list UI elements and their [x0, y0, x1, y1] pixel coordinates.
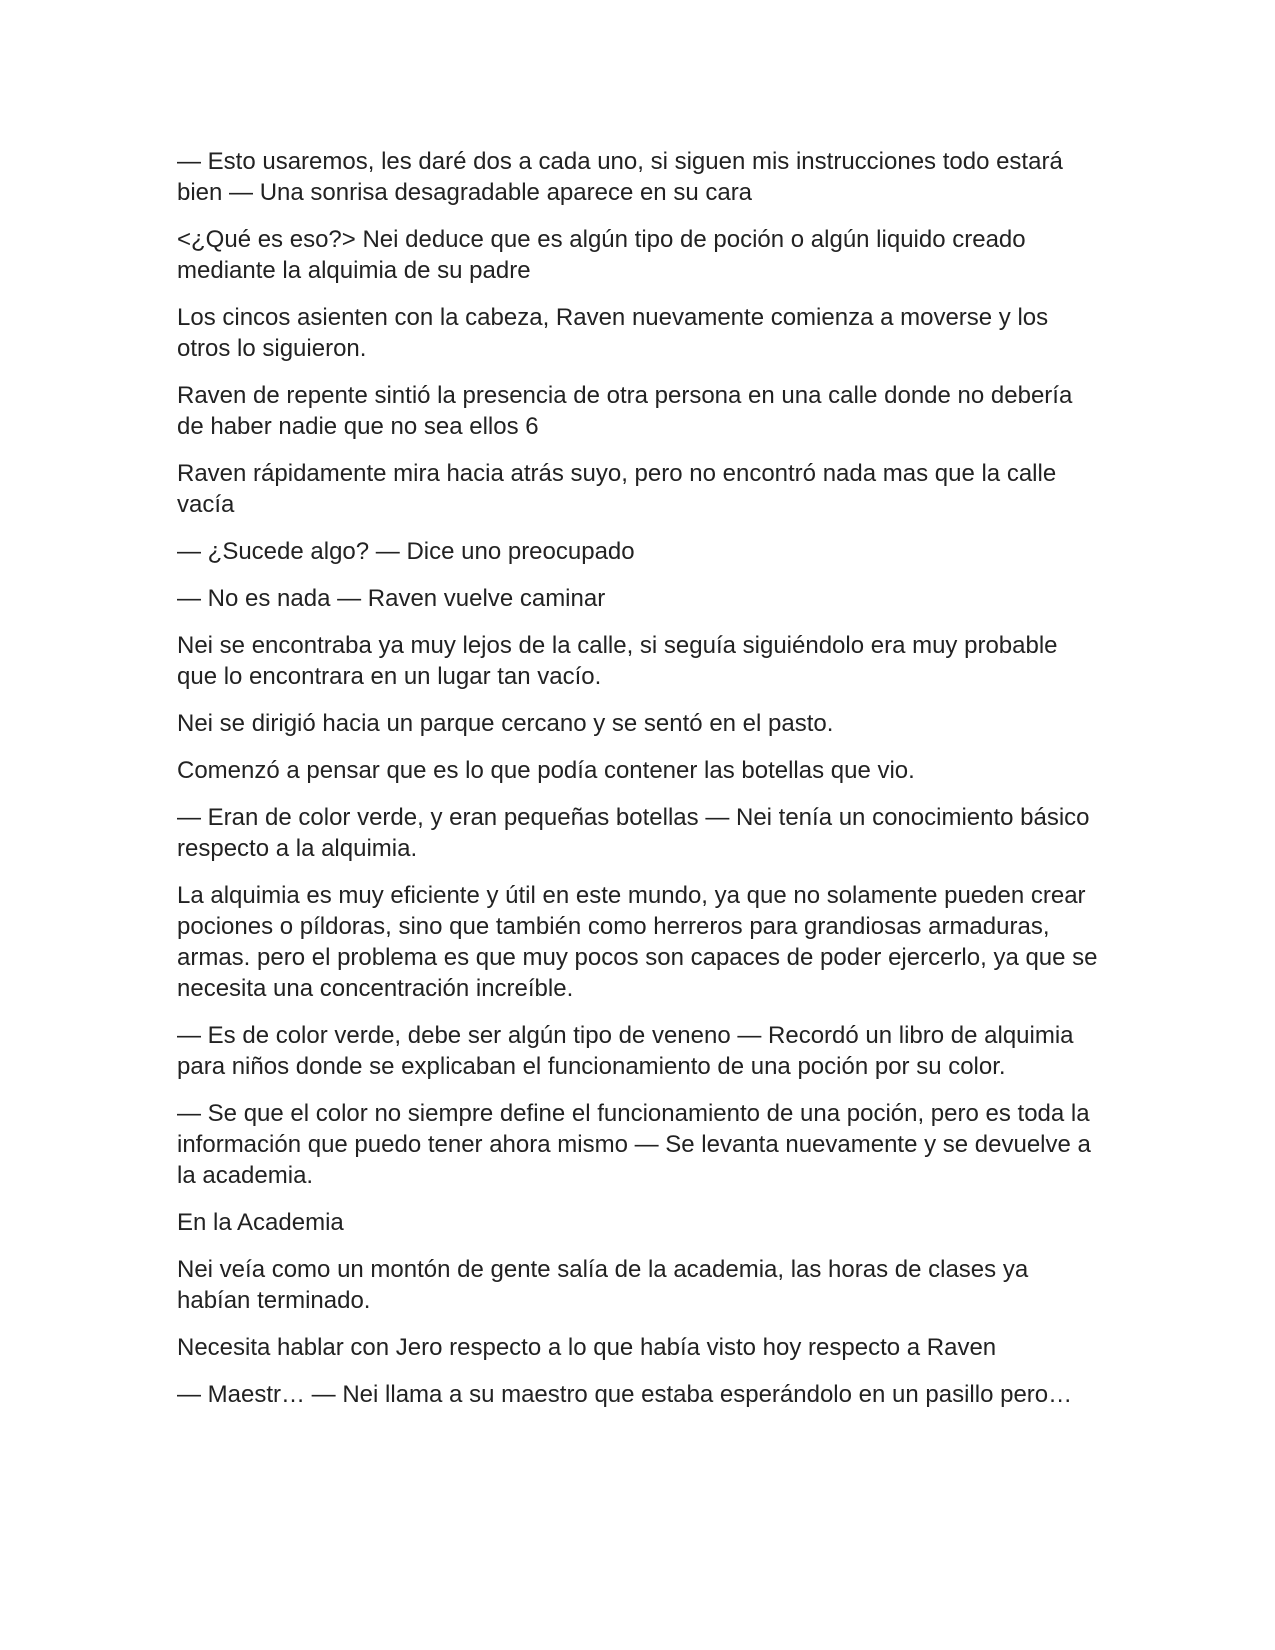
paragraph: — Es de color verde, debe ser algún tipo de veneno — Recordó un libro de alquimia para niños donde se explicaban el funcionamiento de una poción por su color.	[177, 1022, 1074, 1080]
paragraph: Nei veía como un montón de gente salía de la academia, las horas de clases ya habían terminado.	[177, 1256, 1029, 1314]
paragraph: Nei se dirigió hacia un parque cercano y se sentó en el pasto.	[177, 710, 834, 737]
paragraph: Comenzó a pensar que es lo que podía contener las botellas que vio.	[177, 757, 915, 784]
paragraph: — No es nada — Raven vuelve caminar	[177, 585, 606, 612]
paragraph: — ¿Sucede algo? — Dice uno preocupado	[177, 538, 635, 565]
paragraph: Nei se encontraba ya muy lejos de la calle, si seguía siguiéndolo era muy probable que lo encontrara en un lugar tan vacío.	[177, 632, 1058, 690]
paragraph: — Eran de color verde, y eran pequeñas botellas — Nei tenía un conocimiento básico respecto a la alquimia.	[177, 804, 1090, 862]
paragraph: — Se que el color no siempre define el funcionamiento de una poción, pero es toda la información que puedo tener ahora mismo — Se levanta nuevamente y se devuelve a la academia.	[177, 1100, 1091, 1189]
document-body	[177, 146, 1102, 1426]
paragraph: — Esto usaremos, les daré dos a cada uno, si siguen mis instrucciones todo estará bien — Una sonrisa desagradable aparece en su cara	[177, 148, 1063, 206]
paragraph: — Maestr… — Nei llama a su maestro que estaba esperándolo en un pasillo pero…	[177, 1381, 1073, 1408]
paragraph: Necesita hablar con Jero respecto a lo que había visto hoy respecto a Raven	[177, 1334, 997, 1361]
paragraph: Los cincos asienten con la cabeza, Raven nuevamente comienza a moverse y los otros lo siguieron.	[177, 304, 1049, 362]
section-heading: En la Academia	[177, 1209, 344, 1236]
paragraph: La alquimia es muy eficiente y útil en este mundo, ya que no solamente pueden crear pociones o píldoras, sino que también como herreros para grandiosas armaduras, armas. pero el problema es que muy pocos son capaces de poder ejercerlo, ya que se necesita una concentración increíble.	[177, 882, 1098, 1002]
paragraph: Raven de repente sintió la presencia de otra persona en una calle donde no debería de haber nadie que no sea ellos 6	[177, 382, 1073, 440]
paragraph: <¿Qué es eso?> Nei deduce que es algún tipo de poción o algún liquido creado mediante la alquimia de su padre	[177, 226, 1026, 284]
paragraph: Raven rápidamente mira hacia atrás suyo, pero no encontró nada mas que la calle vacía	[177, 460, 1057, 518]
